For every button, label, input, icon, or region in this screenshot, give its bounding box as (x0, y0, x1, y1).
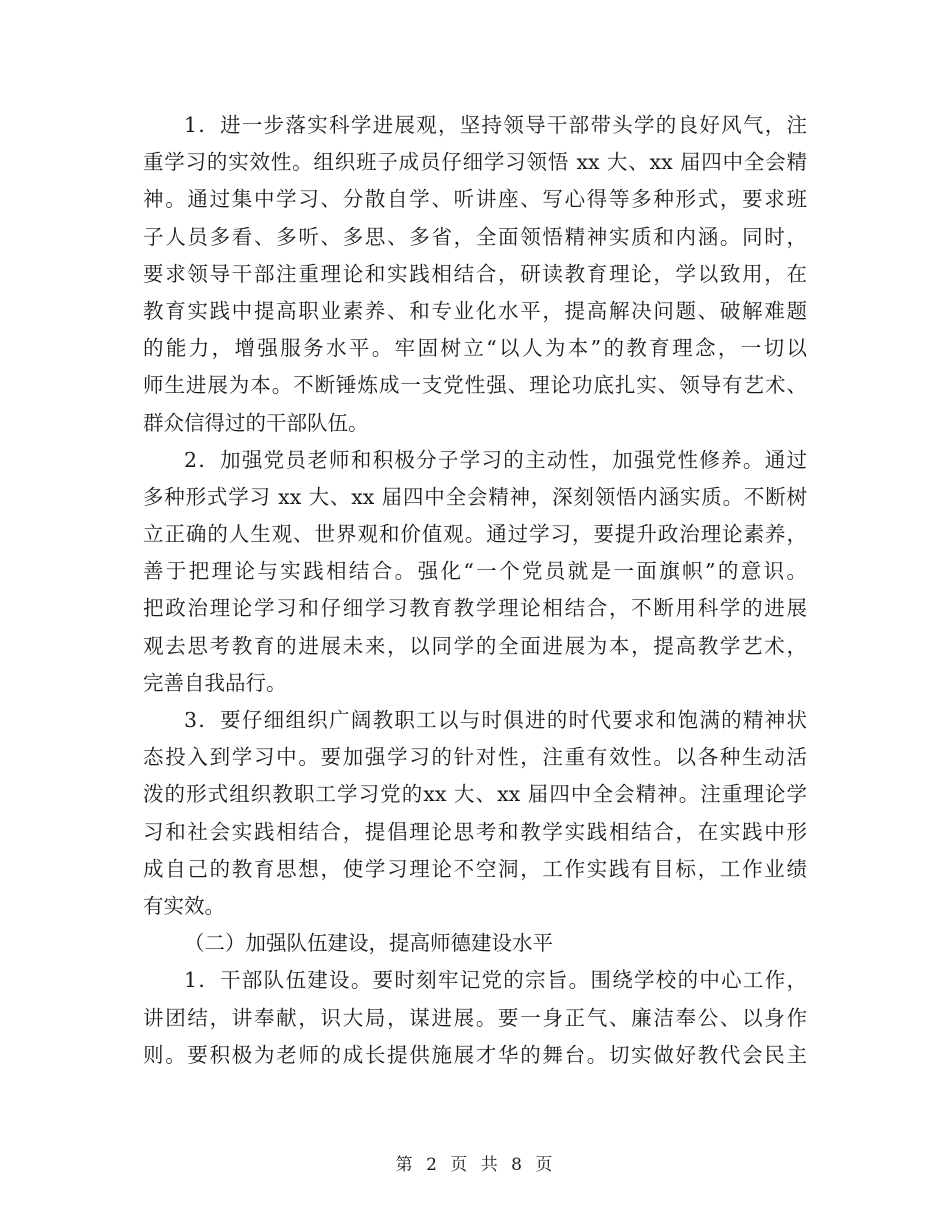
text-line: 多种形式学习 xx 大、xx 届四中全会精神，深刻领悟内涵实质。不断树 (143, 484, 807, 509)
paragraph-1 (143, 107, 807, 442)
paragraph-4 (143, 962, 807, 1074)
text-line: 1．干部队伍建设。要时刻牢记党的宗旨。围绕学校的中心工作， (184, 968, 807, 993)
text-line: 师生进展为本。不断锤炼成一支党性强、理论功底扎实、领导有艺术、 (143, 373, 807, 398)
document-body (143, 107, 807, 1074)
text-line: 把政治理论学习和仔细学习教育教学理论相结合，不断用科学的进展 (143, 596, 807, 621)
text-line: 善于把理论与实践相结合。强化“一个党员就是一面旗帜”的意识。 (143, 559, 807, 584)
text-line: 2．加强党员老师和积极分子学习的主动性，加强党性修养。通过 (184, 447, 807, 472)
text-line: 神。通过集中学习、分散自学、听讲座、写心得等多种形式，要求班 (143, 187, 807, 212)
text-line: 完善自我品行。 (143, 670, 287, 695)
text-line: 泼的形式组织教职工学习党的xx 大、xx 届四中全会精神。注重理论学 (143, 782, 807, 807)
text-line: 讲团结，讲奉献，识大局，谋进展。要一身正气、廉洁奉公、以身作 (143, 1005, 807, 1030)
section-heading: （二）加强队伍建设，提高师德建设水平 (184, 931, 553, 956)
text-line: 习和社会实践相结合，提倡理论思考和教学实践相结合，在实践中形 (143, 819, 807, 844)
text-line: 成自己的教育思想，使学习理论不空洞，工作实践有目标，工作业绩 (143, 856, 807, 881)
text-line: 子人员多看、多听、多思、多省，全面领悟精神实质和内涵。同时， (143, 224, 807, 249)
text-line: 重学习的实效性。组织班子成员仔细学习领悟 xx 大、xx 届四中全会精 (143, 150, 807, 175)
text-line: 群众信得过的干部队伍。 (143, 410, 369, 435)
paragraph-2 (143, 442, 807, 702)
text-line: 教育实践中提高职业素养、和专业化水平，提高解决问题、破解难题 (143, 298, 807, 323)
text-line: 态投入到学习中。要加强学习的针对性，注重有效性。以各种生动活 (143, 745, 807, 770)
text-line: 立正确的人生观、世界观和价值观。通过学习，要提升政治理论素养， (143, 522, 807, 547)
text-line: 1．进一步落实科学进展观，坚持领导干部带头学的良好风气，注 (184, 113, 807, 137)
text-line: 观去思考教育的进展未来，以同学的全面进展为本，提高教学艺术， (143, 633, 807, 658)
text-line: 有实效。 (143, 893, 225, 918)
text-line: 的能力，增强服务水平。牢固树立“以人为本”的教育理念，一切以 (143, 336, 807, 361)
paragraph-3 (143, 702, 807, 925)
text-line: 3．要仔细组织广阔教职工以与时俱进的时代要求和饱满的精神状 (184, 708, 807, 732)
text-line: 则。要积极为老师的成长提供施展才华的舞台。切实做好教代会民主 (143, 1042, 807, 1067)
page-number-footer: 第 2 页 共 8 页 (395, 1155, 555, 1175)
text-line: 要求领导干部注重理论和实践相结合，研读教育理论，学以致用，在 (143, 261, 807, 286)
